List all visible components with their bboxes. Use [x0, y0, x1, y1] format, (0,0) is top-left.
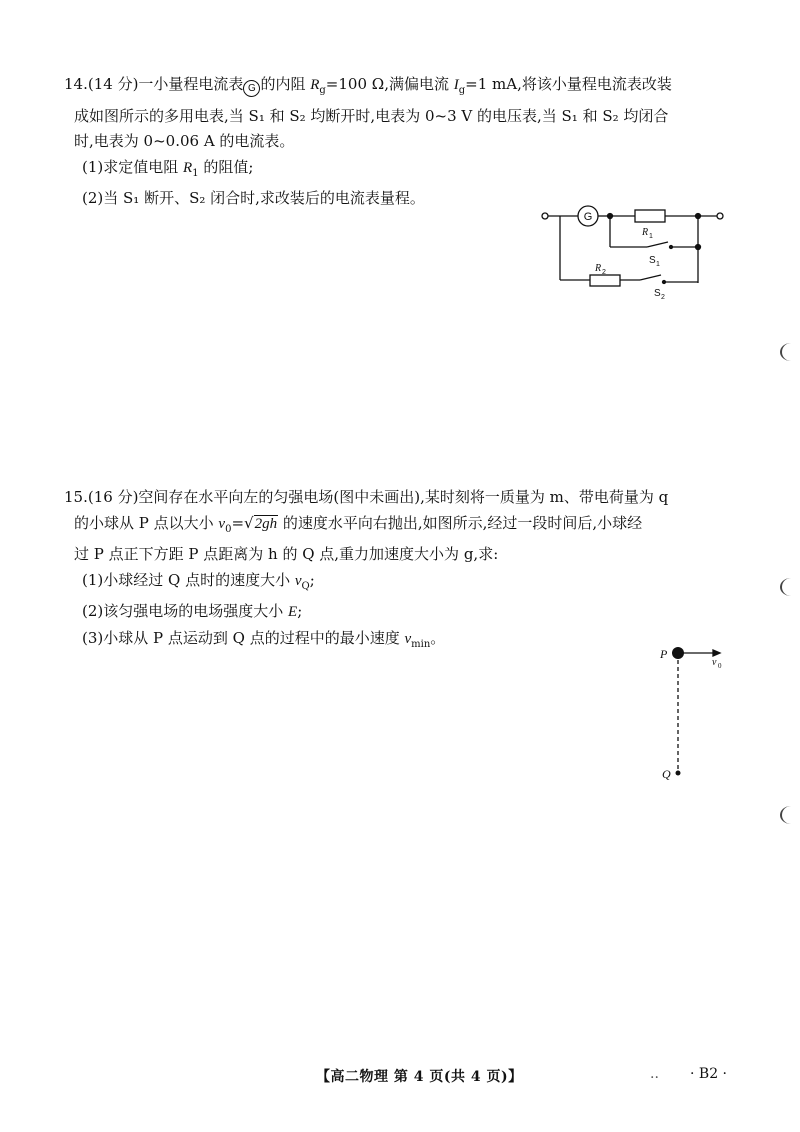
ball-p [672, 647, 684, 659]
q14-text-d: =1 mA,将该小量程电流表改装 [465, 75, 672, 93]
binding-mark-3 [780, 806, 800, 824]
e-variable: E [288, 604, 298, 620]
q15-sub2-text: (2)该匀强电场的电场强度大小 [82, 602, 289, 620]
rg-variable: R [310, 77, 320, 93]
v0-label-sub: 0 [718, 662, 722, 670]
projectile-diagram [650, 640, 740, 790]
q15-text-2b: 的速度水平向右抛出,如图所示,经过一段时间后,小球经 [278, 513, 643, 532]
q15-line3: 过 P 点正下方距 P 点距离为 h 的 Q 点,重力加速度大小为 g,求: [74, 545, 499, 563]
q15-sub2-end: ; [297, 602, 303, 620]
q15-sub1-end: ; [309, 570, 315, 589]
s1-label-sub: 1 [656, 261, 660, 268]
q15-sub1 [74, 568, 734, 600]
q15-text-1: 空间存在水平向左的匀强电场(图中未画出),某时刻将一质量为 m、带电荷量为 q [138, 488, 669, 506]
question-14 [64, 72, 734, 212]
q14-line3: 时,电表为 0~0.06 A 的电流表。 [74, 132, 295, 150]
circuit-diagram [535, 200, 730, 300]
q15-number: 15. [64, 488, 88, 506]
r2-label-sub: 2 [602, 269, 606, 276]
q14-number: 14. [64, 75, 88, 93]
point-q [676, 771, 681, 776]
q15-text-2a: 的小球从 P 点以大小 [74, 513, 219, 532]
q15-line1 [64, 485, 734, 511]
r1-variable: R [183, 159, 193, 176]
switch-s2 [640, 275, 661, 280]
r1-subscript: 1 [192, 167, 199, 179]
p-label: P [660, 647, 668, 661]
v0-subscript: 0 [225, 523, 232, 535]
s2-label: S [654, 288, 661, 299]
equals-sign: = [231, 513, 245, 532]
terminal-right [717, 213, 723, 219]
sqrt-expression: 2gh [254, 515, 278, 532]
q15-line2: 的小球从 P 点以大小 $v_0=√2gh$ 的速度水平向右抛出,如图所示,经过一段时间后,小球经 [74, 513, 643, 535]
v0-label: v [712, 657, 717, 668]
binding-mark-2 [780, 578, 800, 596]
q14-text-c: =100 Ω,满偏电流 [325, 75, 454, 93]
q15-sub2 [74, 599, 734, 626]
s1-label: S [649, 255, 656, 266]
q14-sub2: (2)当 S₁ 断开、S₂ 闭合时,求改装后的电流表量程。 [82, 189, 425, 207]
q14-text-a: 一小量程电流表 [138, 75, 244, 93]
rg-subscript: g [319, 85, 326, 96]
q15-sub3-text: (3)小球从 P 点运动到 Q 点的过程中的最小速度 [82, 628, 405, 647]
terminal-left [542, 213, 548, 219]
footer-code: · B2 · [690, 1066, 727, 1082]
galvanometer-label: G [583, 211, 593, 223]
q14-line2: 成如图所示的多用电表,当 S₁ 和 S₂ 均断开时,电表为 0~3 V 的电压表,当 S₁ 和 S₂ 均闭合 [74, 106, 669, 125]
footer-title: 【高二物理 第 4 页(共 4 页)】 [316, 1069, 523, 1085]
q14-text-b: 的内阻 [260, 75, 311, 93]
q15-sub3-end: 。 [430, 628, 446, 647]
r1-label-sub: 1 [649, 233, 653, 240]
question-15 [64, 485, 734, 657]
v0-variable: v [218, 515, 226, 532]
q15-sub3 [74, 626, 734, 658]
resistor-r1 [635, 210, 665, 222]
s2-label-sub: 2 [661, 294, 665, 300]
q14-sub1 [74, 155, 734, 187]
q14-line1 [64, 72, 734, 104]
ig-subscript: g [458, 85, 466, 96]
vq-subscript: Q [301, 580, 310, 592]
ig-variable: I [453, 77, 459, 93]
q15-points: (16 分) [87, 488, 139, 506]
vmin-variable: v [404, 630, 412, 647]
q-label: Q [662, 767, 671, 781]
resistor-r2 [590, 275, 620, 286]
binding-mark-1 [780, 343, 800, 361]
r2-label: R [595, 263, 602, 274]
footer-dots: .. [650, 1066, 659, 1082]
q15-sub1-text: (1)小球经过 Q 点时的速度大小 [82, 570, 295, 589]
q14-points: (14 分) [87, 75, 139, 93]
r1-label: R [642, 227, 649, 238]
q14-sub1-end: 的阻值; [198, 157, 254, 176]
vq-variable: v [294, 572, 302, 589]
galvanometer-symbol: G [243, 80, 260, 97]
q14-sub1-text: (1)求定值电阻 [82, 157, 184, 176]
vmin-subscript: min [411, 638, 431, 650]
switch-s1 [647, 242, 668, 247]
